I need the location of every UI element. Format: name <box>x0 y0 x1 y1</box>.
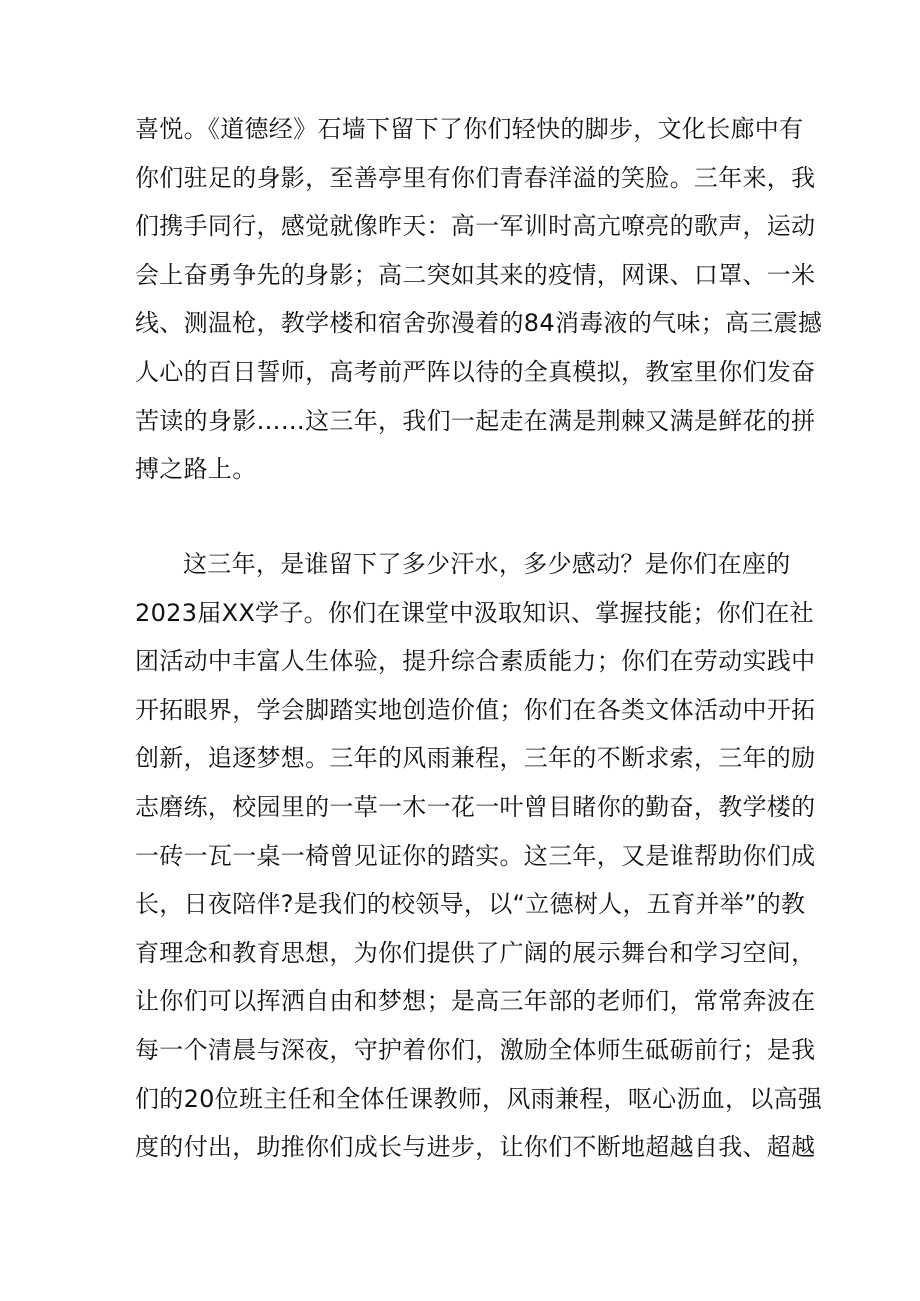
text-line: 喜悦。《道德经》石墙下留下了你们轻快的脚步，文化长廊中有 <box>135 115 804 143</box>
text-line: 育理念和教育思想，为你们提供了广阔的展示舞台和学习空间， <box>135 938 816 967</box>
text-line: 一砖一瓦一桌一椅曾见证你的踏实。这三年，又是谁帮助你们成 <box>135 841 816 870</box>
text-line: 每一个清晨与深夜，守护着你们，激励全体师生砥砺前行；是我 <box>135 1035 816 1064</box>
text-line: 苦读的身影……这三年，我们一起走在满是荆棘又满是鲜花的拼 <box>135 406 816 435</box>
text-line: 线、测温枪，教学楼和宿舍弥漫着的84消毒液的气味；高三震撼 <box>135 309 823 338</box>
text-line: 这三年，是谁留下了多少汗水，多少感动？是你们在座的 <box>183 550 791 578</box>
text-line: 创新，追逐梦想。三年的风雨兼程，三年的不断求索，三年的励 <box>135 744 816 773</box>
paragraph-memories <box>135 105 823 494</box>
text-line: 2023届XX学子。你们在课堂中汲取知识、掌握技能；你们在社 <box>135 598 814 627</box>
text-line: 长，日夜陪伴?是我们的校领导，以“立德树人，五育并举”的教 <box>135 890 806 919</box>
text-line: 你们驻足的身影，至善亭里有你们青春洋溢的笑脸。三年来，我 <box>135 163 816 192</box>
text-line: 搏之路上。 <box>135 455 257 484</box>
text-line: 们的20位班主任和全体任课教师，风雨兼程，呕心沥血，以高强 <box>135 1084 823 1113</box>
text-line: 人心的百日誓师，高考前严阵以待的全真模拟，教室里你们发奋 <box>135 357 816 386</box>
text-line: 团活动中丰富人生体验，提升综合素质能力；你们在劳动实践中 <box>135 647 816 676</box>
paragraph-three-years <box>135 540 823 1172</box>
text-line: 让你们可以挥洒自由和梦想；是高三年部的老师们，常常奔波在 <box>135 987 816 1016</box>
text-line: 们携手同行，感觉就像昨天：高一军训时高亢嘹亮的歌声，运动 <box>135 212 816 241</box>
text-line: 度的付出，助推你们成长与进步，让你们不断地超越自我、超越 <box>135 1133 816 1162</box>
text-line: 开拓眼界，学会脚踏实地创造价值；你们在各类文体活动中开拓 <box>135 695 816 724</box>
text-line: 志磨练，校园里的一草一木一花一叶曾目睹你的勤奋，教学楼的 <box>135 792 816 821</box>
text-line: 会上奋勇争先的身影；高二突如其来的疫情，网课、口罩、一米 <box>135 260 816 289</box>
